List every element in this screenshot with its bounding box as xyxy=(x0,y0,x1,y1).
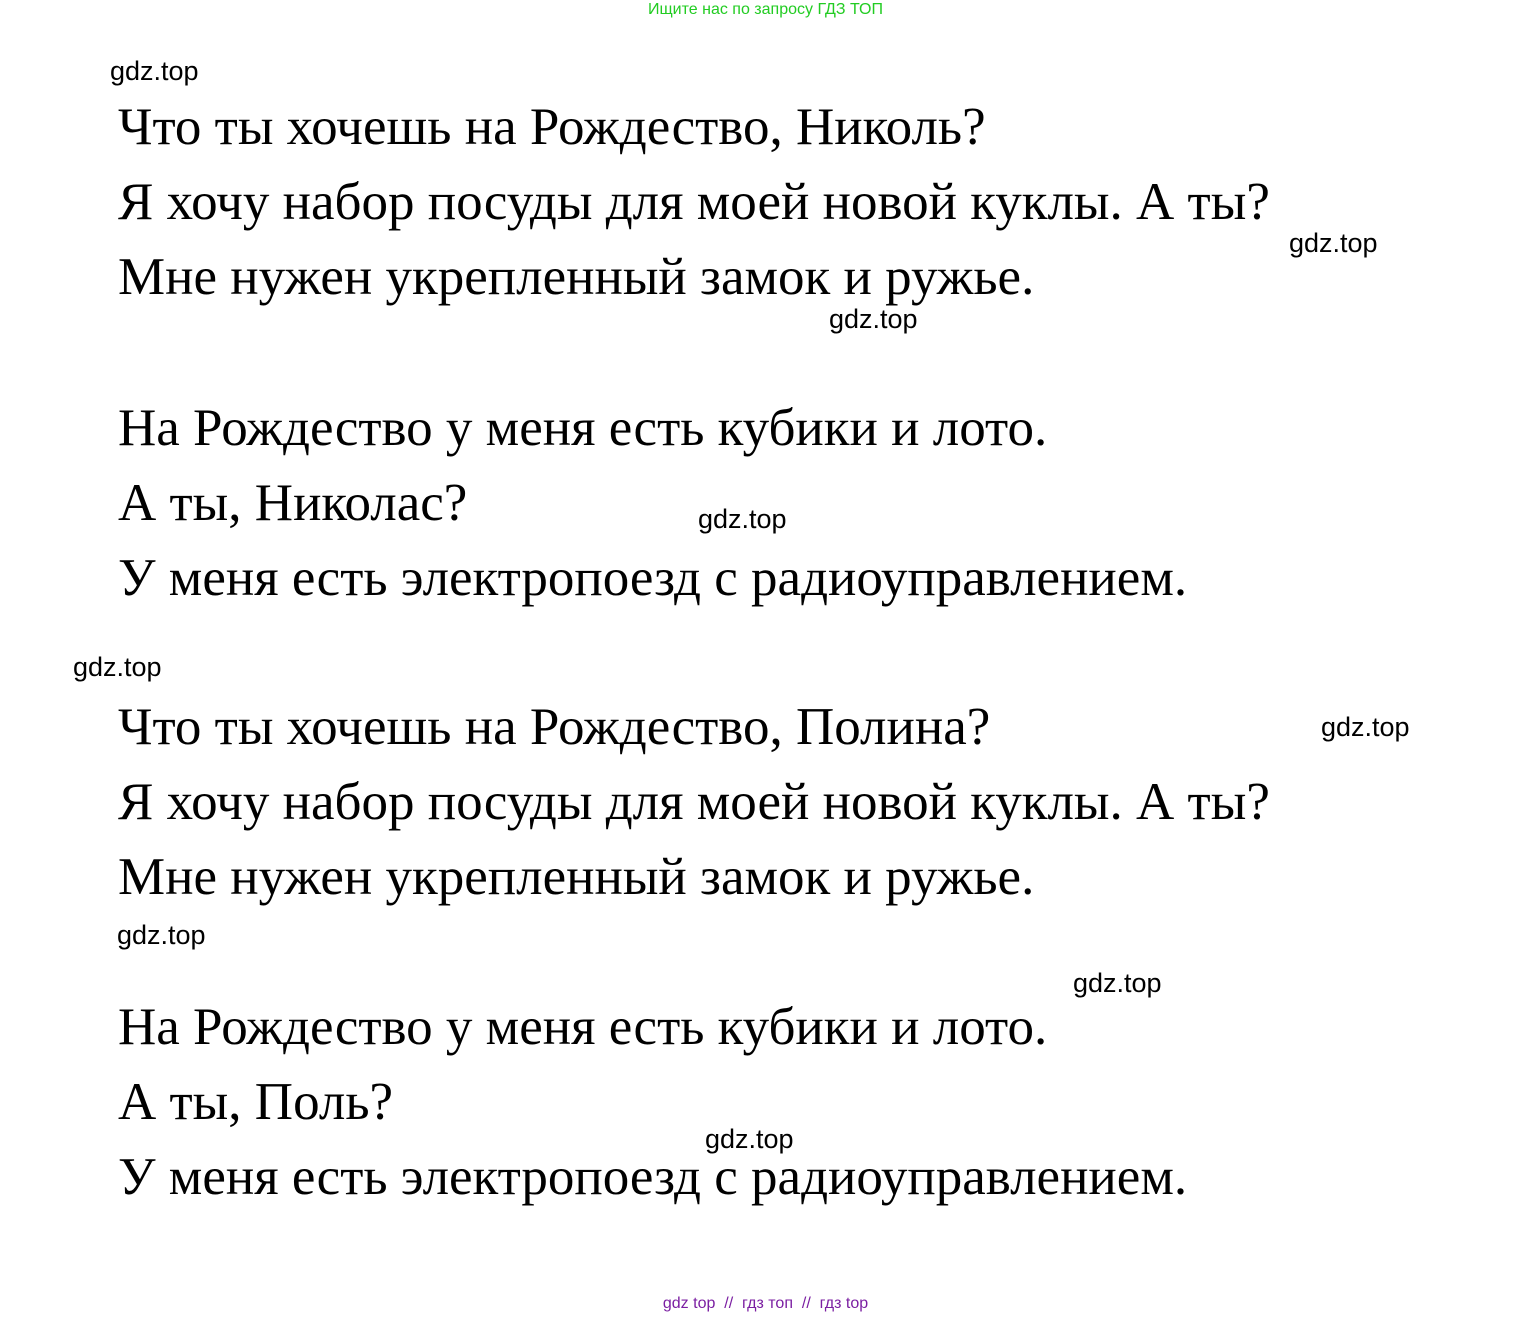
watermark: gdz.top xyxy=(1289,228,1378,258)
header-note: Ищите нас по запросу ГДЗ ТОП xyxy=(648,1,883,18)
dialogue-line: На Рождество у меня есть кубики и лото. xyxy=(118,399,1048,457)
dialogue-line: У меня есть электропоезд с радиоуправлением. xyxy=(118,1148,1188,1206)
watermark: gdz.top xyxy=(110,56,199,86)
dialogue-line: У меня есть электропоезд с радиоуправлением. xyxy=(118,549,1188,607)
footer-note: gdz top // гдз топ // гдз top xyxy=(662,1295,869,1312)
watermark: gdz.top xyxy=(705,1124,794,1154)
dialogue-line: Что ты хочешь на Рождество, Полина? xyxy=(118,698,991,756)
dialogue-line: Я хочу набор посуды для моей новой куклы. А ты? xyxy=(118,773,1270,831)
watermark: gdz.top xyxy=(829,304,918,334)
watermark: gdz.top xyxy=(117,920,206,950)
dialogue-line: Я хочу набор посуды для моей новой куклы. А ты? xyxy=(118,173,1270,231)
watermark: gdz.top xyxy=(1073,968,1162,998)
dialogue-line: А ты, Николас? xyxy=(118,474,468,532)
dialogue-line: Мне нужен укрепленный замок и ружье. xyxy=(118,248,1035,306)
watermark: gdz.top xyxy=(73,652,162,682)
watermark: gdz.top xyxy=(1321,712,1410,742)
watermark: gdz.top xyxy=(698,504,787,534)
dialogue-line: Что ты хочешь на Рождество, Николь? xyxy=(118,98,986,156)
dialogue-line: Мне нужен укрепленный замок и ружье. xyxy=(118,848,1035,906)
dialogue-line: А ты, Поль? xyxy=(118,1073,394,1131)
dialogue-line: На Рождество у меня есть кубики и лото. xyxy=(118,998,1048,1056)
